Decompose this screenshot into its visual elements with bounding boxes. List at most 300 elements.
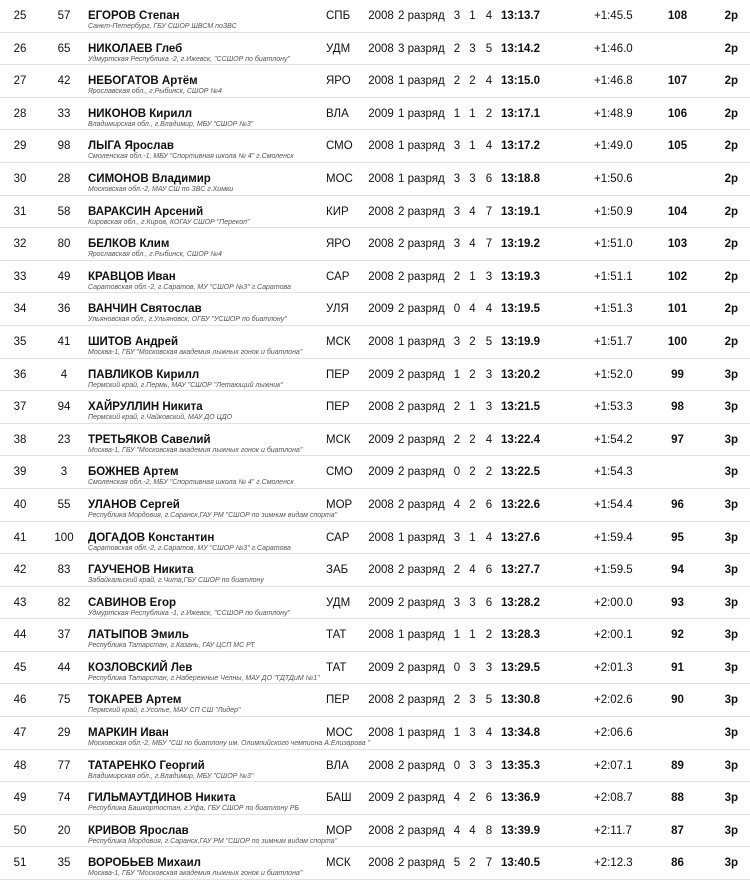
- organization-label: Республика Татарстан, г.Казань, ГАУ ЦСП МС РТ: [88, 641, 750, 651]
- region-code: ВЛА: [326, 98, 364, 120]
- org-row: [0, 55, 750, 65]
- finish-time: 13:27.7: [497, 554, 594, 576]
- org-row: [0, 641, 750, 651]
- table-row: [0, 196, 750, 218]
- organization-label: Москва-1, ГБУ "Московская академия лыжных гонок и биатлона": [88, 446, 750, 456]
- org-row: [0, 446, 750, 456]
- region-code: МОС: [326, 717, 364, 739]
- table-row: [0, 815, 750, 837]
- result-rank: 2р: [697, 326, 750, 348]
- shooting-1: 3: [450, 0, 464, 22]
- shooting-total: 8: [481, 815, 497, 837]
- birth-year: 2008: [364, 750, 398, 772]
- org-row: [0, 837, 750, 847]
- shooting-1: 1: [450, 717, 464, 739]
- athlete-name: ГАУЧЕНОВ Никита: [88, 554, 326, 576]
- result-rank: 2р: [697, 65, 750, 87]
- time-behind: +1:46.8: [594, 65, 658, 87]
- table-row: [0, 717, 750, 739]
- finish-time: 13:28.3: [497, 619, 594, 641]
- sport-rank: 1 разряд: [398, 326, 450, 348]
- region-code: ТАТ: [326, 619, 364, 641]
- shooting-1: 3: [450, 587, 464, 609]
- organization-label: Пермский край, г.Усолье, МАУ СП СШ "Лидер": [88, 706, 750, 716]
- result-rank: 2р: [697, 33, 750, 55]
- sport-rank: 2 разряд: [398, 587, 450, 609]
- region-code: УЛЯ: [326, 293, 364, 315]
- place-cell: 38: [0, 424, 40, 446]
- bib-cell: 82: [40, 587, 88, 609]
- place-cell: 28: [0, 98, 40, 120]
- bib-cell: 80: [40, 228, 88, 250]
- shooting-2: 3: [464, 163, 481, 185]
- org-row: [0, 348, 750, 358]
- shooting-1: 0: [450, 456, 464, 478]
- shooting-1: 4: [450, 815, 464, 837]
- points-cell: 93: [658, 587, 697, 609]
- shooting-total: 3: [481, 750, 497, 772]
- place-cell: 47: [0, 717, 40, 739]
- athlete-name: ТОКАРЕВ Артем: [88, 684, 326, 706]
- bib-cell: 98: [40, 130, 88, 152]
- sport-rank: 1 разряд: [398, 98, 450, 120]
- result-rank: 3р: [697, 456, 750, 478]
- shooting-2: 1: [464, 0, 481, 22]
- athlete-name: НИКОЛАЕВ Глеб: [88, 33, 326, 55]
- table-row: [0, 65, 750, 87]
- finish-time: 13:39.9: [497, 815, 594, 837]
- athlete-name: ХАЙРУЛЛИН Никита: [88, 391, 326, 413]
- table-row: [0, 750, 750, 772]
- sport-rank: 1 разряд: [398, 163, 450, 185]
- athlete-name: ЕГОРОВ Степан: [88, 0, 326, 22]
- sport-rank: 1 разряд: [398, 717, 450, 739]
- shooting-1: 1: [450, 619, 464, 641]
- shooting-1: 3: [450, 130, 464, 152]
- points-cell: 106: [658, 98, 697, 120]
- shooting-2: 1: [464, 98, 481, 120]
- organization-label: Пермский край, г.Пермь, МАУ "СШОР "Летающий лыжник": [88, 381, 750, 391]
- shooting-total: 3: [481, 359, 497, 381]
- points-cell: 107: [658, 65, 697, 87]
- points-cell: [658, 456, 697, 478]
- shooting-total: 3: [481, 391, 497, 413]
- shooting-total: 6: [481, 587, 497, 609]
- result-rank: 3р: [697, 717, 750, 739]
- org-row: [0, 250, 750, 260]
- time-behind: +1:52.0: [594, 359, 658, 381]
- time-behind: +2:06.6: [594, 717, 658, 739]
- shooting-2: 3: [464, 33, 481, 55]
- place-cell: 25: [0, 0, 40, 22]
- time-behind: +2:00.1: [594, 619, 658, 641]
- bib-cell: 29: [40, 717, 88, 739]
- org-row: [0, 609, 750, 619]
- shooting-1: 2: [450, 261, 464, 283]
- shooting-2: 3: [464, 750, 481, 772]
- sport-rank: 2 разряд: [398, 391, 450, 413]
- bib-cell: 35: [40, 847, 88, 869]
- bib-cell: 83: [40, 554, 88, 576]
- athlete-name: ГИЛЬМАУТДИНОВ Никита: [88, 782, 326, 804]
- points-cell: 104: [658, 196, 697, 218]
- points-cell: [658, 717, 697, 739]
- organization-label: Пермский край, г.Чайковский, МАУ ДО ЦДО: [88, 413, 750, 423]
- place-cell: 48: [0, 750, 40, 772]
- region-code: УДМ: [326, 587, 364, 609]
- points-cell: 86: [658, 847, 697, 869]
- time-behind: +1:54.4: [594, 489, 658, 511]
- place-cell: 37: [0, 391, 40, 413]
- birth-year: 2008: [364, 33, 398, 55]
- shooting-total: 4: [481, 717, 497, 739]
- table-row: [0, 0, 750, 22]
- region-code: СПБ: [326, 0, 364, 22]
- shooting-1: 4: [450, 489, 464, 511]
- birth-year: 2008: [364, 228, 398, 250]
- bib-cell: 4: [40, 359, 88, 381]
- bib-cell: 36: [40, 293, 88, 315]
- shooting-1: 1: [450, 98, 464, 120]
- finish-time: 13:19.1: [497, 196, 594, 218]
- shooting-2: 4: [464, 293, 481, 315]
- region-code: САР: [326, 261, 364, 283]
- birth-year: 2009: [364, 782, 398, 804]
- place-cell: 50: [0, 815, 40, 837]
- org-row: [0, 381, 750, 391]
- table-row: [0, 782, 750, 804]
- shooting-1: 2: [450, 33, 464, 55]
- place-cell: 33: [0, 261, 40, 283]
- finish-time: 13:30.8: [497, 684, 594, 706]
- points-cell: 87: [658, 815, 697, 837]
- place-cell: 42: [0, 554, 40, 576]
- athlete-name: ВАНЧИН Святослав: [88, 293, 326, 315]
- birth-year: 2008: [364, 0, 398, 22]
- time-behind: +2:00.0: [594, 587, 658, 609]
- points-cell: 103: [658, 228, 697, 250]
- birth-year: 2008: [364, 326, 398, 348]
- table-row: [0, 98, 750, 120]
- shooting-2: 3: [464, 717, 481, 739]
- shooting-2: 2: [464, 782, 481, 804]
- table-row: [0, 163, 750, 185]
- result-rank: 2р: [697, 98, 750, 120]
- region-code: ТАТ: [326, 652, 364, 674]
- result-rank: 3р: [697, 587, 750, 609]
- finish-time: 13:22.6: [497, 489, 594, 511]
- bib-cell: 55: [40, 489, 88, 511]
- sport-rank: 1 разряд: [398, 130, 450, 152]
- bib-cell: 74: [40, 782, 88, 804]
- finish-time: 13:34.8: [497, 717, 594, 739]
- athlete-name: КОЗЛОВСКИЙ Лев: [88, 652, 326, 674]
- time-behind: +1:50.6: [594, 163, 658, 185]
- sport-rank: 2 разряд: [398, 489, 450, 511]
- table-row: [0, 652, 750, 674]
- table-row: [0, 359, 750, 381]
- organization-label: Ярославская обл., г.Рыбинск, СШОР №4: [88, 87, 750, 97]
- shooting-2: 1: [464, 619, 481, 641]
- shooting-total: 7: [481, 196, 497, 218]
- athlete-name: НИКОНОВ Кирилл: [88, 98, 326, 120]
- result-rank: 3р: [697, 359, 750, 381]
- shooting-2: 2: [464, 65, 481, 87]
- region-code: КИР: [326, 196, 364, 218]
- bib-cell: 49: [40, 261, 88, 283]
- athlete-name: КРАВЦОВ Иван: [88, 261, 326, 283]
- shooting-total: 7: [481, 228, 497, 250]
- place-cell: 44: [0, 619, 40, 641]
- shooting-1: 0: [450, 652, 464, 674]
- table-row: [0, 456, 750, 478]
- bib-cell: 28: [40, 163, 88, 185]
- birth-year: 2009: [364, 587, 398, 609]
- bib-cell: 37: [40, 619, 88, 641]
- finish-time: 13:21.5: [497, 391, 594, 413]
- time-behind: +1:45.5: [594, 0, 658, 22]
- athlete-name: СИМОНОВ Владимир: [88, 163, 326, 185]
- birth-year: 2008: [364, 847, 398, 869]
- points-cell: 105: [658, 130, 697, 152]
- shooting-total: 2: [481, 98, 497, 120]
- shooting-2: 4: [464, 554, 481, 576]
- region-code: МСК: [326, 424, 364, 446]
- result-rank: 3р: [697, 750, 750, 772]
- bib-cell: 65: [40, 33, 88, 55]
- sport-rank: 2 разряд: [398, 228, 450, 250]
- sport-rank: 2 разряд: [398, 456, 450, 478]
- place-cell: 27: [0, 65, 40, 87]
- points-cell: 90: [658, 684, 697, 706]
- athlete-name: УЛАНОВ Сергей: [88, 489, 326, 511]
- bib-cell: 42: [40, 65, 88, 87]
- time-behind: +1:51.3: [594, 293, 658, 315]
- finish-time: 13:19.9: [497, 326, 594, 348]
- result-rank: 3р: [697, 554, 750, 576]
- shooting-2: 2: [464, 326, 481, 348]
- place-cell: 35: [0, 326, 40, 348]
- shooting-2: 2: [464, 489, 481, 511]
- birth-year: 2009: [364, 424, 398, 446]
- org-row: [0, 315, 750, 325]
- place-cell: 45: [0, 652, 40, 674]
- result-rank: 2р: [697, 261, 750, 283]
- athlete-name: БЕЛКОВ Клим: [88, 228, 326, 250]
- org-row: [0, 706, 750, 716]
- bib-cell: 3: [40, 456, 88, 478]
- sport-rank: 2 разряд: [398, 0, 450, 22]
- points-cell: 95: [658, 522, 697, 544]
- points-cell: 102: [658, 261, 697, 283]
- birth-year: 2009: [364, 293, 398, 315]
- sport-rank: 2 разряд: [398, 847, 450, 869]
- shooting-1: 0: [450, 750, 464, 772]
- finish-time: 13:19.3: [497, 261, 594, 283]
- shooting-total: 4: [481, 130, 497, 152]
- result-rank: 2р: [697, 293, 750, 315]
- time-behind: +2:12.3: [594, 847, 658, 869]
- shooting-1: 2: [450, 554, 464, 576]
- time-behind: +1:49.0: [594, 130, 658, 152]
- points-cell: 92: [658, 619, 697, 641]
- shooting-total: 3: [481, 261, 497, 283]
- sport-rank: 2 разряд: [398, 261, 450, 283]
- shooting-total: 2: [481, 456, 497, 478]
- place-cell: 29: [0, 130, 40, 152]
- result-rank: 3р: [697, 652, 750, 674]
- birth-year: 2009: [364, 98, 398, 120]
- finish-time: 13:19.2: [497, 228, 594, 250]
- bib-cell: 44: [40, 652, 88, 674]
- birth-year: 2008: [364, 163, 398, 185]
- athlete-name: БОЖНЕВ Артем: [88, 456, 326, 478]
- place-cell: 26: [0, 33, 40, 55]
- shooting-2: 2: [464, 424, 481, 446]
- result-rank: 2р: [697, 163, 750, 185]
- place-cell: 32: [0, 228, 40, 250]
- time-behind: +1:51.0: [594, 228, 658, 250]
- table-row: [0, 619, 750, 641]
- table-row: [0, 587, 750, 609]
- table-row: [0, 228, 750, 250]
- shooting-2: 2: [464, 456, 481, 478]
- organization-label: Удмуртская Республика -1, г.Ижевск, "ССШОР по биатлону": [88, 609, 750, 619]
- organization-label: Москва-1, ГБУ "Московская академия лыжных гонок и биатлона": [88, 348, 750, 358]
- shooting-1: 4: [450, 782, 464, 804]
- finish-time: 13:40.5: [497, 847, 594, 869]
- birth-year: 2008: [364, 196, 398, 218]
- bib-cell: 94: [40, 391, 88, 413]
- result-rank: 3р: [697, 815, 750, 837]
- organization-label: Санкт-Петербург, ГБУ СШОР ШВСМ поЗВС: [88, 22, 750, 32]
- shooting-1: 2: [450, 391, 464, 413]
- org-row: [0, 120, 750, 130]
- points-cell: [658, 33, 697, 55]
- finish-time: 13:14.2: [497, 33, 594, 55]
- time-behind: +2:11.7: [594, 815, 658, 837]
- sport-rank: 2 разряд: [398, 359, 450, 381]
- organization-label: Республика Мордовия, г.Саранск,ГАУ РМ "СШОР по зимним видам спорта": [88, 837, 750, 847]
- org-row: [0, 185, 750, 195]
- points-cell: 101: [658, 293, 697, 315]
- place-cell: 49: [0, 782, 40, 804]
- place-cell: 46: [0, 684, 40, 706]
- time-behind: +1:46.0: [594, 33, 658, 55]
- sport-rank: 3 разряд: [398, 33, 450, 55]
- table-row: [0, 847, 750, 869]
- bib-cell: 77: [40, 750, 88, 772]
- org-row: [0, 478, 750, 488]
- place-cell: 40: [0, 489, 40, 511]
- table-row: [0, 326, 750, 348]
- shooting-total: 2: [481, 619, 497, 641]
- region-code: МОС: [326, 163, 364, 185]
- table-row: [0, 522, 750, 544]
- org-row: [0, 511, 750, 521]
- organization-label: Смоленская обл.-1, МБУ "Спортивная школа № 4" г.Смоленск: [88, 152, 750, 162]
- finish-time: 13:27.6: [497, 522, 594, 544]
- org-row: [0, 152, 750, 162]
- shooting-2: 3: [464, 684, 481, 706]
- region-code: ПЕР: [326, 359, 364, 381]
- athlete-name: ДОГАДОВ Константин: [88, 522, 326, 544]
- bib-cell: 20: [40, 815, 88, 837]
- finish-time: 13:17.2: [497, 130, 594, 152]
- sport-rank: 2 разряд: [398, 196, 450, 218]
- points-cell: 98: [658, 391, 697, 413]
- athlete-name: НЕБОГАТОВ Артём: [88, 65, 326, 87]
- finish-time: 13:15.0: [497, 65, 594, 87]
- bib-cell: 33: [40, 98, 88, 120]
- organization-label: Республика Татарстан, г.Набережные Челны, МАУ ДО "ГДТДиМ №1": [88, 674, 750, 684]
- org-row: [0, 544, 750, 554]
- table-row: [0, 293, 750, 315]
- result-rank: 3р: [697, 684, 750, 706]
- result-rank: 2р: [697, 196, 750, 218]
- organization-label: Владимирская обл., г.Владимир, МБУ "СШОР №3": [88, 120, 750, 130]
- region-code: САР: [326, 522, 364, 544]
- place-cell: 36: [0, 359, 40, 381]
- shooting-total: 4: [481, 65, 497, 87]
- sport-rank: 2 разряд: [398, 293, 450, 315]
- athlete-name: ЛАТЫПОВ Эмиль: [88, 619, 326, 641]
- birth-year: 2008: [364, 815, 398, 837]
- sport-rank: 2 разряд: [398, 782, 450, 804]
- organization-label: Ульяновская обл., г.Ульяновск, ОГБУ "УСШОР по биатлону": [88, 315, 750, 325]
- time-behind: +1:54.3: [594, 456, 658, 478]
- birth-year: 2008: [364, 554, 398, 576]
- shooting-total: 4: [481, 522, 497, 544]
- points-cell: [658, 163, 697, 185]
- finish-time: 13:28.2: [497, 587, 594, 609]
- place-cell: 41: [0, 522, 40, 544]
- shooting-2: 3: [464, 587, 481, 609]
- result-rank: 3р: [697, 522, 750, 544]
- time-behind: +2:02.6: [594, 684, 658, 706]
- shooting-total: 6: [481, 554, 497, 576]
- place-cell: 51: [0, 847, 40, 869]
- finish-time: 13:22.4: [497, 424, 594, 446]
- region-code: ПЕР: [326, 391, 364, 413]
- place-cell: 43: [0, 587, 40, 609]
- region-code: ПЕР: [326, 684, 364, 706]
- birth-year: 2008: [364, 391, 398, 413]
- finish-time: 13:29.5: [497, 652, 594, 674]
- birth-year: 2009: [364, 652, 398, 674]
- time-behind: +2:08.7: [594, 782, 658, 804]
- finish-time: 13:36.9: [497, 782, 594, 804]
- time-behind: +1:51.1: [594, 261, 658, 283]
- finish-time: 13:22.5: [497, 456, 594, 478]
- shooting-total: 4: [481, 0, 497, 22]
- region-code: СМО: [326, 130, 364, 152]
- points-cell: 97: [658, 424, 697, 446]
- shooting-1: 3: [450, 196, 464, 218]
- sport-rank: 2 разряд: [398, 554, 450, 576]
- organization-label: Кировская обл., г.Киров, КОГАУ СШОР "Перекоп": [88, 218, 750, 228]
- time-behind: +1:53.3: [594, 391, 658, 413]
- result-rank: 3р: [697, 619, 750, 641]
- sport-rank: 2 разряд: [398, 652, 450, 674]
- bib-cell: 41: [40, 326, 88, 348]
- time-behind: +1:51.7: [594, 326, 658, 348]
- birth-year: 2008: [364, 522, 398, 544]
- table-row: [0, 261, 750, 283]
- shooting-1: 5: [450, 847, 464, 869]
- org-row: [0, 772, 750, 782]
- sport-rank: 2 разряд: [398, 424, 450, 446]
